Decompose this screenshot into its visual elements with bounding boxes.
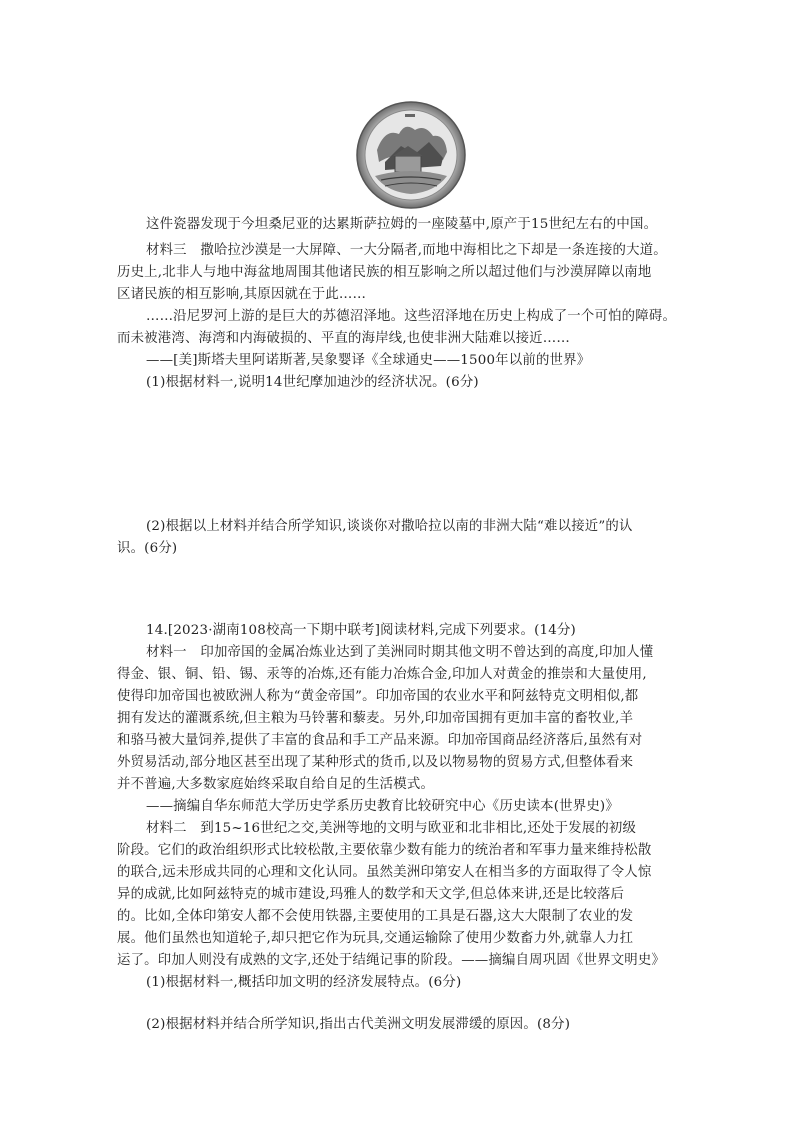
q14-material2-line: 运了。印加人则没有成熟的文字,还处于结绳记事的阶段。——摘编自周巩固《世界文明史》 [117, 953, 666, 968]
material3-line: 区诸民族的相互影响,其原因就在于此…… [117, 287, 367, 302]
q14-material2-line: 展。他们虽然也知道轮子,却只把它作为玩具,交通运输除了使用少数畜力外,就靠人力扛 [117, 931, 634, 946]
q14-subquestion-2: (2)根据材料并结合所学知识,指出古代美洲文明发展滞缓的原因。(8分) [146, 1017, 571, 1032]
q14-header: 14.[2023·湖南108校高一下期中联考]阅读材料,完成下列要求。(14分) [146, 623, 576, 638]
q14-material2-line: 材料二 到15~16世纪之交,美洲等地的文明与欧亚和北非相比,还处于发展的初级 [146, 821, 637, 836]
q14-material1-line: 并不普遍,大多数家庭始终采取自给自足的生活模式。 [117, 777, 435, 792]
q14-material1-line: 使得印加帝国也被欧洲人称为“黄金帝国”。印加帝国的农业水平和阿兹特克文明相似,都 [117, 689, 639, 704]
q14-material1-line: 拥有发达的灌溉系统,但主粮为马铃薯和藜麦。另外,印加帝国拥有更加丰富的畜牧业,羊 [117, 711, 634, 726]
q14-material1-source: ——摘编自华东师范大学历史学系历史教育比较研究中心《历史读本(世界史)》 [146, 799, 619, 814]
q13-subquestion-2-cont: 识。(6分) [117, 541, 178, 556]
figure-caption: 这件瓷器发现于今坦桑尼亚的达累斯萨拉姆的一座陵墓中,原产于15世纪左右的中国。 [146, 217, 658, 232]
material3-line: ……沿尼罗河上游的是巨大的苏德沼泽地。这些沼泽地在历史上构成了一个可怕的障碍。 [146, 309, 677, 324]
q14-material1-line: 和骆马被大量饲养,提供了丰富的食品和手工产品来源。印加帝国商品经济落后,虽然有对 [117, 733, 643, 748]
q14-subquestion-1: (1)根据材料一,概括印加文明的经济发展特点。(6分) [146, 975, 462, 990]
material3-source: ——[美]斯塔夫里阿诺斯著,吴象婴译《全球通史——1500年以前的世界》 [146, 353, 591, 368]
q14-material1-line: 外贸易活动,部分地区甚至出现了某种形式的货币,以及以物易物的贸易方式,但整体看来 [117, 755, 634, 770]
q14-material2-line: 异的成就,比如阿兹特克的城市建设,玛雅人的数学和天文学,但总体来讲,还是比较落后 [117, 887, 625, 902]
q14-material2-line: 阶段。它们的政治组织形式比较松散,主要依靠少数有能力的统治者和军事力量来维持松散 [117, 843, 652, 858]
material3-line: 历史上,北非人与地中海盆地周围其他诸民族的相互影响之所以超过他们与沙漠屏障以南地 [117, 265, 652, 280]
q13-subquestion-1: (1)根据材料一,说明14世纪摩加迪沙的经济状况。(6分) [146, 375, 479, 390]
q14-material2-line: 的联合,远未形成共同的心理和文化认同。虽然美洲印第安人在相当多的方面取得了令人惊 [117, 865, 652, 880]
material3-line: 而未被港湾、海湾和内海破损的、平直的海岸线,也使非洲大陆难以接近…… [117, 331, 570, 346]
q13-subquestion-2: (2)根据以上材料并结合所学知识,谈谈你对撒哈拉以南的非洲大陆“难以接近”的认 [146, 519, 633, 534]
q14-material1-line: 材料一 印加帝国的金属冶炼业达到了美洲同时期其他文明不曾达到的高度,印加人懂 [146, 645, 654, 660]
q14-material2-line: 的。比如,全体印第安人都不会使用铁器,主要使用的工具是石器,这大大限制了农业的发 [117, 909, 634, 924]
porcelain-plate-image [355, 100, 467, 210]
material3-line: 材料三 撒哈拉沙漠是一大屏障、一大分隔者,而地中海相比之下却是一条连接的大道。 [146, 243, 667, 258]
q14-material1-line: 得金、银、铜、铅、锡、汞等的冶炼,还有能力冶炼合金,印加人对黄金的推崇和大量使用, [117, 667, 647, 682]
